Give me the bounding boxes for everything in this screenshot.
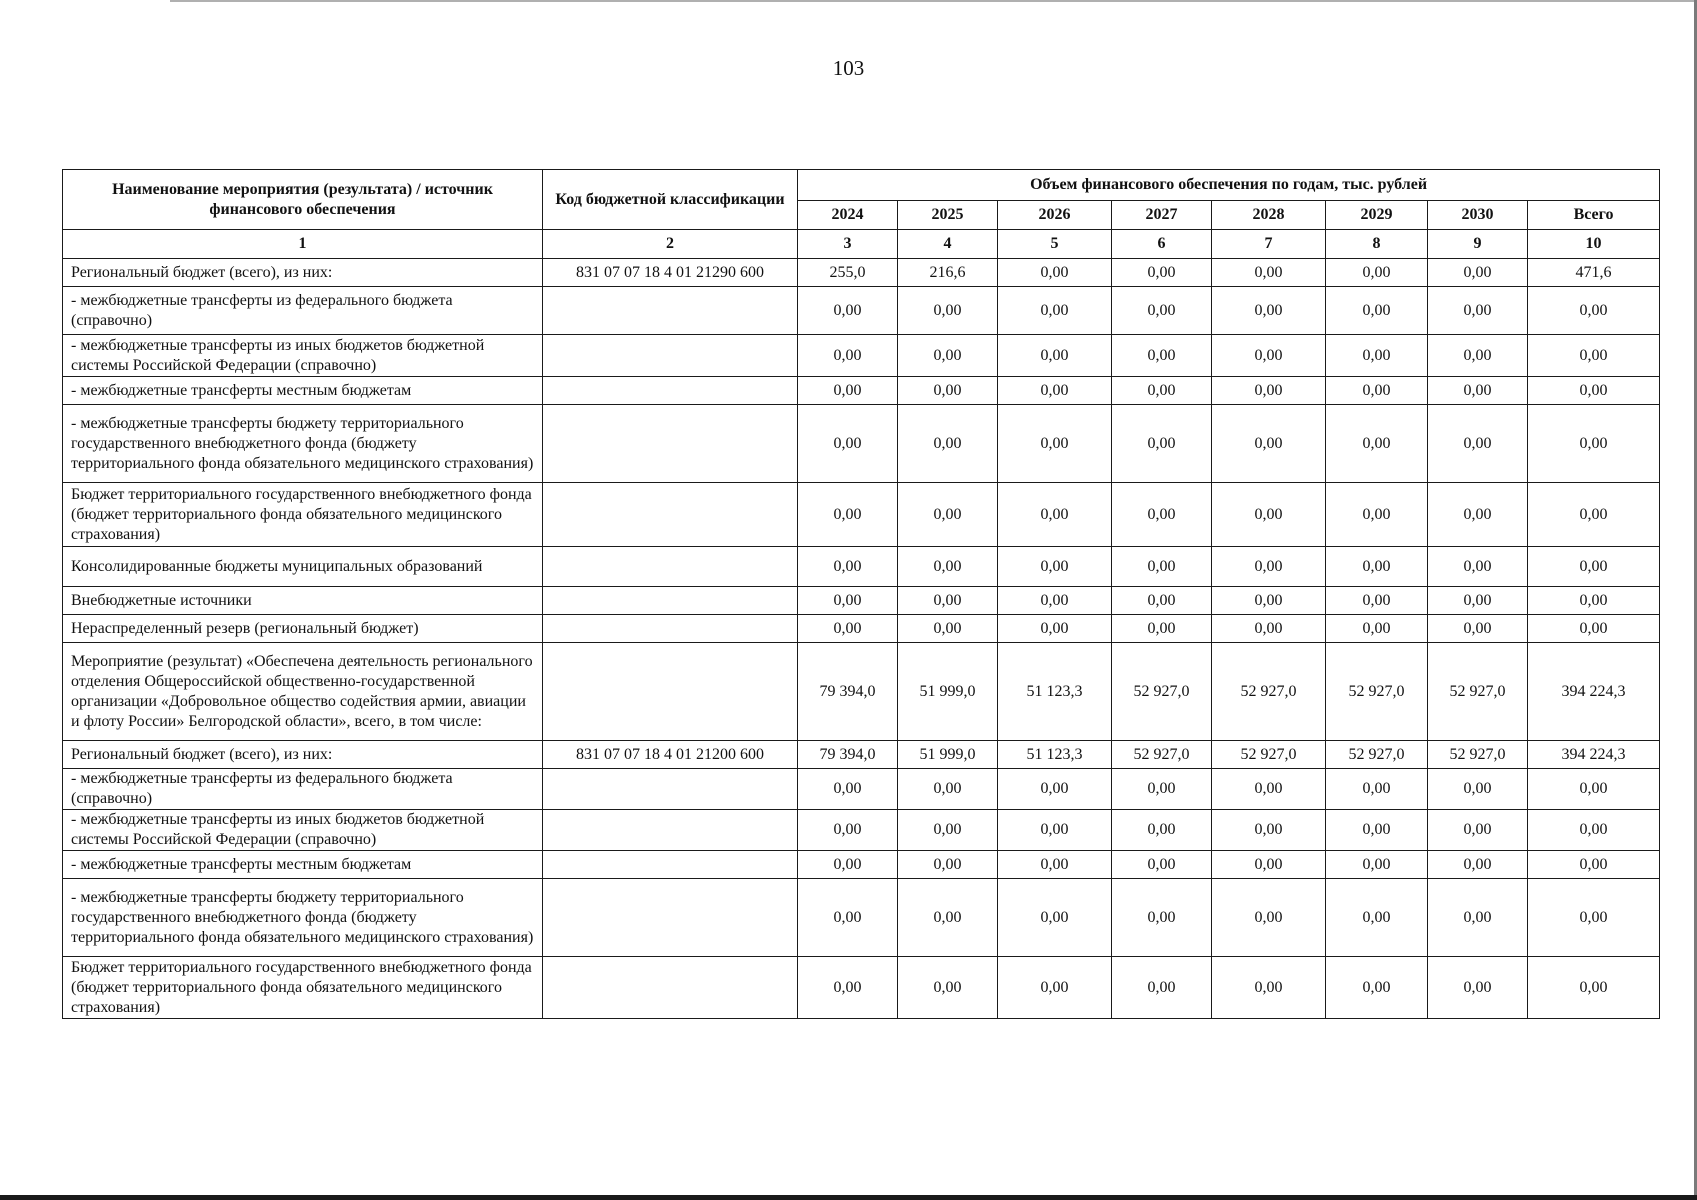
- row-year-value-cell: 0,00: [898, 587, 998, 615]
- row-year-value-cell: 0,00: [1112, 957, 1212, 1019]
- row-name-cell: Нераспределенный резерв (региональный бюджет): [63, 615, 543, 643]
- row-name-cell: - межбюджетные трансферты бюджету территориального государственного внебюджетного фонда (бюджету территориального фонда обязательного медицинского страхования): [63, 405, 543, 483]
- row-code-cell: [543, 879, 798, 957]
- row-year-value-cell: 0,00: [1212, 957, 1326, 1019]
- row-name-cell: - межбюджетные трансферты местным бюджетам: [63, 851, 543, 879]
- row-year-value-cell: 0,00: [998, 547, 1112, 587]
- table-row: [63, 259, 1660, 287]
- column-number: 3: [798, 230, 898, 259]
- row-year-value-cell: 0,00: [798, 335, 898, 377]
- row-total-cell: 394 224,3: [1528, 643, 1660, 741]
- header-year: 2027: [1112, 201, 1212, 230]
- row-year-value-cell: 0,00: [1326, 587, 1428, 615]
- header-row-1: [63, 170, 1660, 201]
- row-year-value-cell: 52 927,0: [1428, 741, 1528, 769]
- row-year-value-cell: 0,00: [1212, 547, 1326, 587]
- row-total-cell: 0,00: [1528, 287, 1660, 335]
- row-year-value-cell: 0,00: [998, 483, 1112, 547]
- row-year-value-cell: 51 123,3: [998, 741, 1112, 769]
- table-row: [63, 615, 1660, 643]
- row-year-value-cell: 52 927,0: [1112, 741, 1212, 769]
- row-name-cell: Региональный бюджет (всего), из них:: [63, 259, 543, 287]
- row-year-value-cell: 0,00: [1326, 957, 1428, 1019]
- row-code-cell: [543, 287, 798, 335]
- header-year: 2030: [1428, 201, 1528, 230]
- row-year-value-cell: 0,00: [1212, 587, 1326, 615]
- row-code-cell: [543, 483, 798, 547]
- row-name-cell: Региональный бюджет (всего), из них:: [63, 741, 543, 769]
- column-number: 8: [1326, 230, 1428, 259]
- row-year-value-cell: 0,00: [1112, 287, 1212, 335]
- row-year-value-cell: 0,00: [1428, 377, 1528, 405]
- row-name-cell: - межбюджетные трансферты из федерального бюджета (справочно): [63, 287, 543, 335]
- table-row: [63, 547, 1660, 587]
- row-year-value-cell: 0,00: [1326, 483, 1428, 547]
- scan-bottom-edge: [0, 1195, 1697, 1200]
- table-row: [63, 377, 1660, 405]
- row-year-value-cell: 0,00: [1428, 287, 1528, 335]
- row-year-value-cell: 0,00: [1212, 851, 1326, 879]
- row-year-value-cell: 0,00: [998, 769, 1112, 810]
- table-row: [63, 879, 1660, 957]
- row-year-value-cell: 0,00: [1326, 851, 1428, 879]
- row-name-cell: Бюджет территориального государственного внебюджетного фонда (бюджет территориального фонда обязательного медицинского страхования): [63, 957, 543, 1019]
- row-year-value-cell: 0,00: [1112, 769, 1212, 810]
- row-name-cell: Внебюджетные источники: [63, 587, 543, 615]
- row-year-value-cell: 0,00: [998, 810, 1112, 851]
- row-year-value-cell: 0,00: [1112, 810, 1212, 851]
- row-year-value-cell: 0,00: [898, 810, 998, 851]
- row-total-cell: 0,00: [1528, 335, 1660, 377]
- row-year-value-cell: 0,00: [1428, 405, 1528, 483]
- page-number: 103: [832, 56, 865, 80]
- row-year-value-cell: 0,00: [1212, 483, 1326, 547]
- row-code-cell: [543, 769, 798, 810]
- header-total: Всего: [1528, 201, 1660, 230]
- row-year-value-cell: 0,00: [1112, 405, 1212, 483]
- row-year-value-cell: 216,6: [898, 259, 998, 287]
- row-year-value-cell: 0,00: [1112, 259, 1212, 287]
- row-year-value-cell: 0,00: [898, 287, 998, 335]
- row-year-value-cell: 0,00: [998, 335, 1112, 377]
- row-year-value-cell: 0,00: [1326, 615, 1428, 643]
- header-name-column: Наименование мероприятия (результата) / источник финансового обеспечения: [63, 170, 543, 230]
- row-year-value-cell: 0,00: [798, 483, 898, 547]
- row-year-value-cell: 0,00: [1212, 810, 1326, 851]
- header-row-column-numbers: [63, 230, 1660, 259]
- header-year: 2026: [998, 201, 1112, 230]
- table-row: [63, 587, 1660, 615]
- row-year-value-cell: 0,00: [798, 405, 898, 483]
- row-code-cell: 831 07 07 18 4 01 21200 600: [543, 741, 798, 769]
- column-number: 10: [1528, 230, 1660, 259]
- row-year-value-cell: 0,00: [1112, 587, 1212, 615]
- row-name-cell: - межбюджетные трансферты местным бюджетам: [63, 377, 543, 405]
- row-code-cell: [543, 547, 798, 587]
- table-header: [63, 170, 1660, 259]
- table-row: [63, 335, 1660, 377]
- table-body: [63, 259, 1660, 1019]
- column-number: 6: [1112, 230, 1212, 259]
- row-year-value-cell: 52 927,0: [1212, 643, 1326, 741]
- header-year: 2028: [1212, 201, 1326, 230]
- row-total-cell: 0,00: [1528, 587, 1660, 615]
- row-year-value-cell: 0,00: [1212, 335, 1326, 377]
- table-row: [63, 287, 1660, 335]
- row-year-value-cell: 0,00: [1212, 405, 1326, 483]
- row-year-value-cell: 0,00: [1112, 851, 1212, 879]
- row-code-cell: [543, 851, 798, 879]
- row-year-value-cell: 0,00: [1212, 769, 1326, 810]
- column-number: 9: [1428, 230, 1528, 259]
- row-year-value-cell: 0,00: [1112, 615, 1212, 643]
- table-row: [63, 405, 1660, 483]
- row-total-cell: 471,6: [1528, 259, 1660, 287]
- row-code-cell: [543, 957, 798, 1019]
- row-total-cell: 0,00: [1528, 377, 1660, 405]
- table-row: [63, 769, 1660, 810]
- header-year: 2029: [1326, 201, 1428, 230]
- row-year-value-cell: 0,00: [1326, 259, 1428, 287]
- row-code-cell: 831 07 07 18 4 01 21290 600: [543, 259, 798, 287]
- row-year-value-cell: 0,00: [1428, 879, 1528, 957]
- row-code-cell: [543, 587, 798, 615]
- row-total-cell: 394 224,3: [1528, 741, 1660, 769]
- row-year-value-cell: 52 927,0: [1212, 741, 1326, 769]
- row-year-value-cell: 52 927,0: [1326, 643, 1428, 741]
- row-year-value-cell: 0,00: [1112, 483, 1212, 547]
- row-year-value-cell: 0,00: [898, 377, 998, 405]
- row-year-value-cell: 0,00: [1212, 377, 1326, 405]
- row-year-value-cell: 0,00: [998, 957, 1112, 1019]
- column-number: 2: [543, 230, 798, 259]
- header-year: 2025: [898, 201, 998, 230]
- table-row: [63, 810, 1660, 851]
- row-year-value-cell: 0,00: [998, 587, 1112, 615]
- row-year-value-cell: 0,00: [1112, 377, 1212, 405]
- row-name-cell: Бюджет территориального государственного внебюджетного фонда (бюджет территориального фонда обязательного медицинского страхования): [63, 483, 543, 547]
- row-year-value-cell: 0,00: [798, 810, 898, 851]
- row-year-value-cell: 0,00: [1212, 879, 1326, 957]
- row-year-value-cell: 0,00: [1326, 879, 1428, 957]
- row-total-cell: 0,00: [1528, 769, 1660, 810]
- row-year-value-cell: 0,00: [1428, 335, 1528, 377]
- column-number: 4: [898, 230, 998, 259]
- row-year-value-cell: 0,00: [798, 615, 898, 643]
- row-code-cell: [543, 335, 798, 377]
- row-year-value-cell: 0,00: [1212, 615, 1326, 643]
- header-volume-group: Объем финансового обеспечения по годам, тыс. рублей: [798, 170, 1660, 201]
- row-year-value-cell: 0,00: [1326, 287, 1428, 335]
- row-name-cell: - межбюджетные трансферты из иных бюджетов бюджетной системы Российской Федерации (справочно): [63, 335, 543, 377]
- row-year-value-cell: 0,00: [1428, 483, 1528, 547]
- row-code-cell: [543, 810, 798, 851]
- row-code-cell: [543, 377, 798, 405]
- column-number: 7: [1212, 230, 1326, 259]
- row-year-value-cell: 79 394,0: [798, 741, 898, 769]
- row-year-value-cell: 0,00: [898, 483, 998, 547]
- row-year-value-cell: 0,00: [1112, 547, 1212, 587]
- row-year-value-cell: 0,00: [998, 259, 1112, 287]
- row-year-value-cell: 0,00: [798, 879, 898, 957]
- row-year-value-cell: 0,00: [1326, 547, 1428, 587]
- row-year-value-cell: 0,00: [898, 957, 998, 1019]
- row-year-value-cell: 0,00: [998, 879, 1112, 957]
- row-year-value-cell: 52 927,0: [1326, 741, 1428, 769]
- table-row: [63, 643, 1660, 741]
- table-row: [63, 957, 1660, 1019]
- table-row: [63, 741, 1660, 769]
- row-year-value-cell: 0,00: [1326, 335, 1428, 377]
- row-name-cell: - межбюджетные трансферты из федерального бюджета (справочно): [63, 769, 543, 810]
- financing-table-container: [62, 169, 1659, 1019]
- financing-table: [62, 169, 1660, 1019]
- row-total-cell: 0,00: [1528, 879, 1660, 957]
- row-year-value-cell: 0,00: [1428, 957, 1528, 1019]
- row-year-value-cell: 0,00: [1326, 405, 1428, 483]
- row-year-value-cell: 0,00: [798, 287, 898, 335]
- row-year-value-cell: 0,00: [1428, 851, 1528, 879]
- row-year-value-cell: 0,00: [898, 851, 998, 879]
- row-year-value-cell: 51 999,0: [898, 643, 998, 741]
- row-year-value-cell: 0,00: [1212, 259, 1326, 287]
- header-code-column: Код бюджетной классификации: [543, 170, 798, 230]
- row-year-value-cell: 0,00: [1326, 769, 1428, 810]
- row-year-value-cell: 0,00: [898, 879, 998, 957]
- column-number: 5: [998, 230, 1112, 259]
- row-year-value-cell: 0,00: [1212, 287, 1326, 335]
- row-name-cell: - межбюджетные трансферты бюджету территориального государственного внебюджетного фонда (бюджету территориального фонда обязательного медицинского страхования): [63, 879, 543, 957]
- row-year-value-cell: 0,00: [898, 769, 998, 810]
- row-year-value-cell: 79 394,0: [798, 643, 898, 741]
- row-year-value-cell: 0,00: [798, 377, 898, 405]
- row-year-value-cell: 0,00: [998, 287, 1112, 335]
- row-total-cell: 0,00: [1528, 851, 1660, 879]
- row-year-value-cell: 0,00: [998, 405, 1112, 483]
- row-code-cell: [543, 643, 798, 741]
- row-year-value-cell: 0,00: [798, 587, 898, 615]
- header-year: 2024: [798, 201, 898, 230]
- row-year-value-cell: 0,00: [1428, 259, 1528, 287]
- row-year-value-cell: 0,00: [998, 377, 1112, 405]
- row-name-cell: Мероприятие (результат) «Обеспечена деятельность регионального отделения Общероссийской общественно-государственной организации «Добровольное общество содействия армии, авиации и флоту России» Белгородской области», всего, в том числе:: [63, 643, 543, 741]
- row-year-value-cell: 0,00: [798, 957, 898, 1019]
- row-year-value-cell: 0,00: [1326, 377, 1428, 405]
- row-year-value-cell: 0,00: [898, 615, 998, 643]
- row-year-value-cell: 0,00: [898, 405, 998, 483]
- row-year-value-cell: 0,00: [1112, 335, 1212, 377]
- row-year-value-cell: 0,00: [1428, 587, 1528, 615]
- row-year-value-cell: 0,00: [998, 851, 1112, 879]
- row-year-value-cell: 51 123,3: [998, 643, 1112, 741]
- row-year-value-cell: 0,00: [998, 615, 1112, 643]
- row-year-value-cell: 255,0: [798, 259, 898, 287]
- row-total-cell: 0,00: [1528, 957, 1660, 1019]
- column-number: 1: [63, 230, 543, 259]
- table-row: [63, 851, 1660, 879]
- row-year-value-cell: 0,00: [1428, 810, 1528, 851]
- row-year-value-cell: 0,00: [1428, 615, 1528, 643]
- row-year-value-cell: 0,00: [1112, 879, 1212, 957]
- row-year-value-cell: 52 927,0: [1112, 643, 1212, 741]
- row-year-value-cell: 51 999,0: [898, 741, 998, 769]
- row-total-cell: 0,00: [1528, 615, 1660, 643]
- table-row: [63, 483, 1660, 547]
- row-code-cell: [543, 615, 798, 643]
- row-total-cell: 0,00: [1528, 810, 1660, 851]
- row-year-value-cell: 0,00: [898, 335, 998, 377]
- row-year-value-cell: 0,00: [1428, 769, 1528, 810]
- row-total-cell: 0,00: [1528, 405, 1660, 483]
- row-total-cell: 0,00: [1528, 547, 1660, 587]
- row-year-value-cell: 0,00: [798, 547, 898, 587]
- row-year-value-cell: 0,00: [898, 547, 998, 587]
- row-year-value-cell: 0,00: [798, 851, 898, 879]
- row-year-value-cell: 0,00: [1428, 547, 1528, 587]
- scan-top-edge: [170, 0, 1697, 2]
- row-name-cell: - межбюджетные трансферты из иных бюджетов бюджетной системы Российской Федерации (справочно): [63, 810, 543, 851]
- row-total-cell: 0,00: [1528, 483, 1660, 547]
- row-name-cell: Консолидированные бюджеты муниципальных образований: [63, 547, 543, 587]
- row-code-cell: [543, 405, 798, 483]
- row-year-value-cell: 0,00: [798, 769, 898, 810]
- row-year-value-cell: 52 927,0: [1428, 643, 1528, 741]
- row-year-value-cell: 0,00: [1326, 810, 1428, 851]
